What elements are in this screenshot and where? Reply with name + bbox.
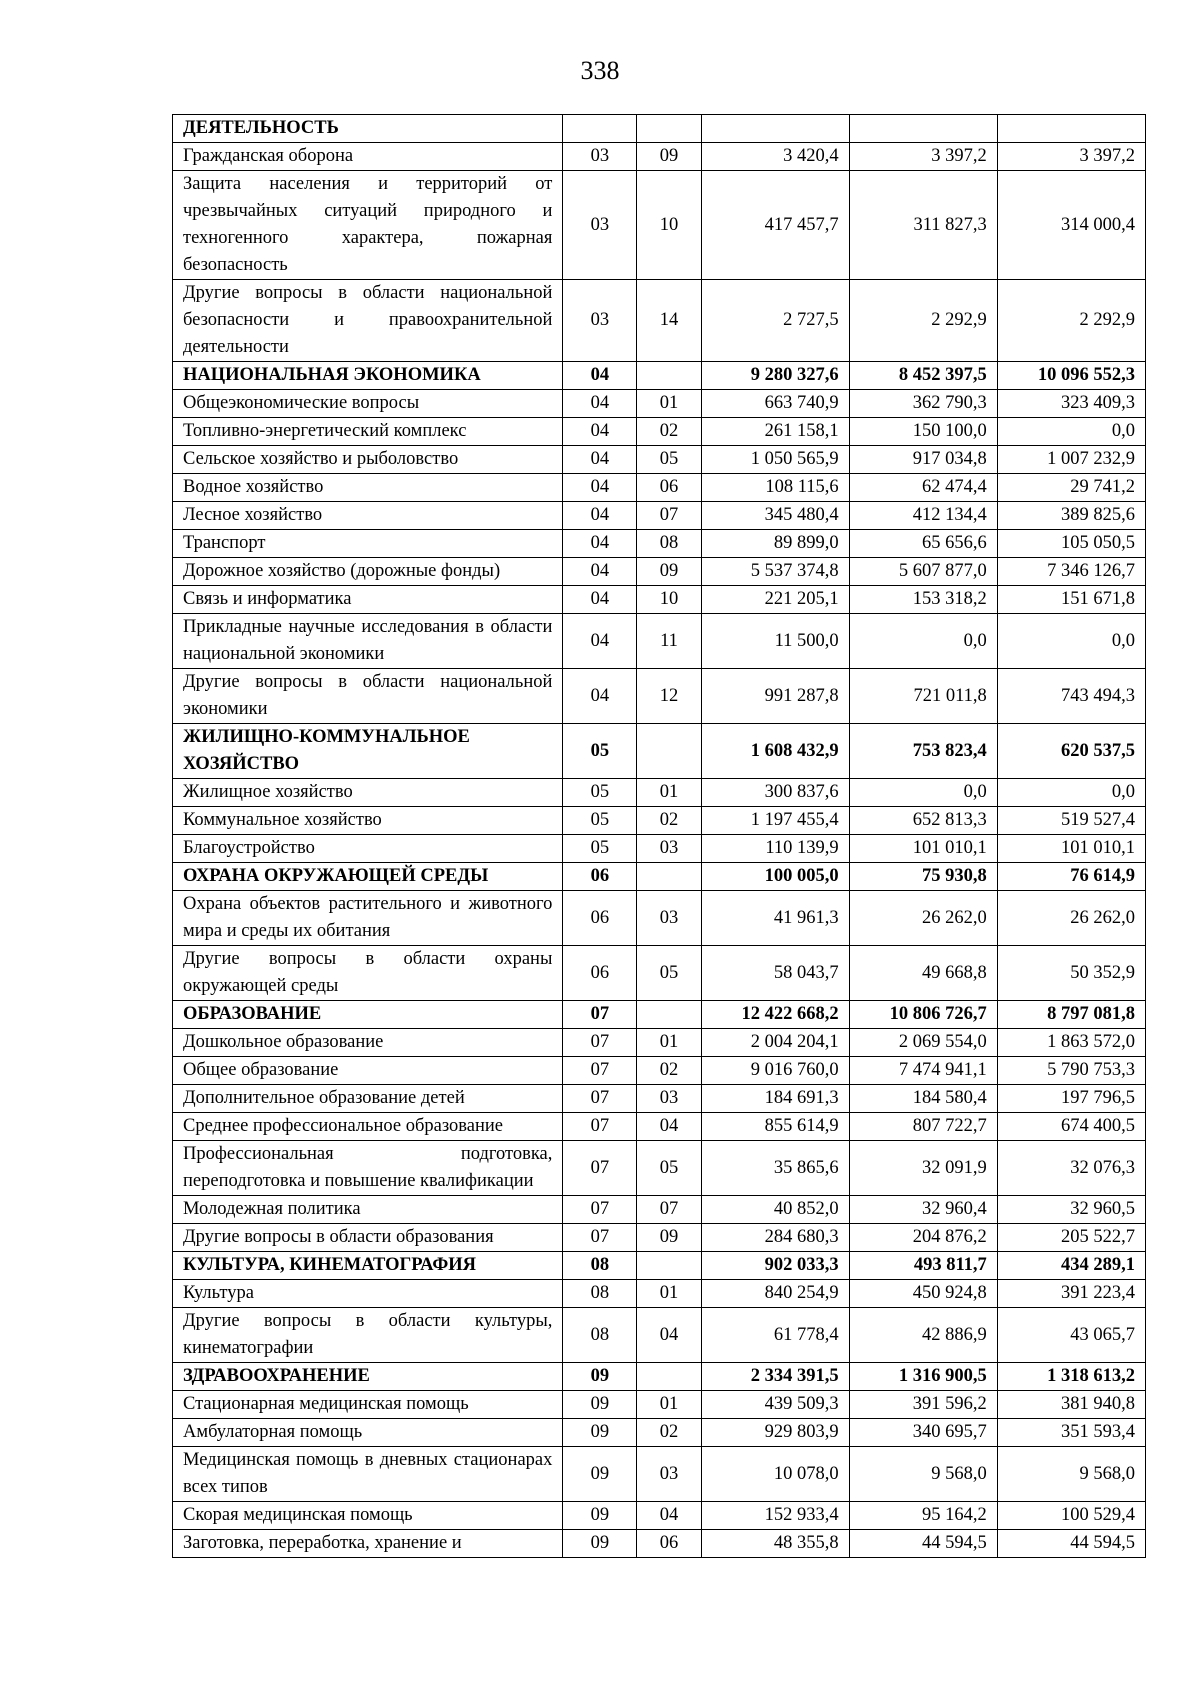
section-code: 08: [563, 1280, 637, 1308]
section-code: 06: [563, 863, 637, 891]
amount-year-3: 9 568,0: [997, 1447, 1145, 1502]
section-code: 06: [563, 891, 637, 946]
section-code: 04: [563, 558, 637, 586]
row-name: Водное хозяйство: [173, 474, 563, 502]
section-code: 07: [563, 1001, 637, 1029]
subsection-code: 12: [637, 669, 701, 724]
amount-year-2: 807 722,7: [849, 1113, 997, 1141]
section-code: 07: [563, 1057, 637, 1085]
amount-year-1: [701, 115, 849, 143]
amount-year-1: 108 115,6: [701, 474, 849, 502]
amount-year-3: 434 289,1: [997, 1252, 1145, 1280]
amount-year-1: 929 803,9: [701, 1419, 849, 1447]
row-name: Заготовка, переработка, хранение и: [173, 1530, 563, 1558]
subsection-code: 03: [637, 891, 701, 946]
section-code: 06: [563, 946, 637, 1001]
section-code: 05: [563, 724, 637, 779]
row-name: Дорожное хозяйство (дорожные фонды): [173, 558, 563, 586]
table-section-row: [173, 362, 1146, 390]
section-code: 04: [563, 446, 637, 474]
amount-year-2: 65 656,6: [849, 530, 997, 558]
section-code: 05: [563, 835, 637, 863]
amount-year-2: 3 397,2: [849, 143, 997, 171]
amount-year-1: 35 865,6: [701, 1141, 849, 1196]
amount-year-1: 3 420,4: [701, 143, 849, 171]
table-row: [173, 502, 1146, 530]
amount-year-3: 29 741,2: [997, 474, 1145, 502]
subsection-code: 10: [637, 171, 701, 280]
subsection-code: 04: [637, 1113, 701, 1141]
row-name: Скорая медицинская помощь: [173, 1502, 563, 1530]
row-name: Благоустройство: [173, 835, 563, 863]
amount-year-1: 840 254,9: [701, 1280, 849, 1308]
amount-year-1: 663 740,9: [701, 390, 849, 418]
amount-year-2: 32 091,9: [849, 1141, 997, 1196]
subsection-code: 02: [637, 1419, 701, 1447]
amount-year-1: 1 197 455,4: [701, 807, 849, 835]
amount-year-3: 0,0: [997, 614, 1145, 669]
amount-year-1: 184 691,3: [701, 1085, 849, 1113]
amount-year-2: 652 813,3: [849, 807, 997, 835]
table-row: [173, 891, 1146, 946]
amount-year-2: 42 886,9: [849, 1308, 997, 1363]
amount-year-3: 620 537,5: [997, 724, 1145, 779]
table-row: [173, 946, 1146, 1001]
table-row: [173, 835, 1146, 863]
table-row: [173, 614, 1146, 669]
subsection-code: [637, 863, 701, 891]
section-code: 07: [563, 1224, 637, 1252]
subsection-code: 03: [637, 1447, 701, 1502]
table-row: [173, 390, 1146, 418]
section-code: 09: [563, 1502, 637, 1530]
subsection-code: 01: [637, 390, 701, 418]
subsection-code: [637, 115, 701, 143]
amount-year-1: 41 961,3: [701, 891, 849, 946]
amount-year-1: 2 727,5: [701, 280, 849, 362]
section-code: [563, 115, 637, 143]
amount-year-1: 991 287,8: [701, 669, 849, 724]
amount-year-3: 7 346 126,7: [997, 558, 1145, 586]
amount-year-3: 3 397,2: [997, 143, 1145, 171]
row-name: Амбулаторная помощь: [173, 1419, 563, 1447]
subsection-code: 01: [637, 1029, 701, 1057]
amount-year-1: 345 480,4: [701, 502, 849, 530]
subsection-code: 11: [637, 614, 701, 669]
row-name: Охрана объектов растительного и животного мира и среды их обитания: [173, 891, 563, 946]
amount-year-3: 391 223,4: [997, 1280, 1145, 1308]
row-name: Дошкольное образование: [173, 1029, 563, 1057]
amount-year-2: 75 930,8: [849, 863, 997, 891]
amount-year-2: [849, 115, 997, 143]
amount-year-3: 1 863 572,0: [997, 1029, 1145, 1057]
amount-year-3: [997, 115, 1145, 143]
subsection-code: [637, 724, 701, 779]
amount-year-3: 197 796,5: [997, 1085, 1145, 1113]
amount-year-1: 439 509,3: [701, 1391, 849, 1419]
budget-table: [172, 114, 1146, 1558]
table-row: [173, 418, 1146, 446]
amount-year-3: 76 614,9: [997, 863, 1145, 891]
subsection-code: 05: [637, 446, 701, 474]
amount-year-3: 2 292,9: [997, 280, 1145, 362]
table-row: [173, 1447, 1146, 1502]
amount-year-1: 152 933,4: [701, 1502, 849, 1530]
table-row: [173, 807, 1146, 835]
amount-year-3: 205 522,7: [997, 1224, 1145, 1252]
table-section-row: [173, 115, 1146, 143]
section-code: 08: [563, 1252, 637, 1280]
subsection-code: 01: [637, 779, 701, 807]
subsection-code: 02: [637, 1057, 701, 1085]
subsection-code: 06: [637, 1530, 701, 1558]
subsection-code: 10: [637, 586, 701, 614]
row-name: ЗДРАВООХРАНЕНИЕ: [173, 1363, 563, 1391]
table-section-row: [173, 863, 1146, 891]
row-name: Стационарная медицинская помощь: [173, 1391, 563, 1419]
subsection-code: [637, 1363, 701, 1391]
table-row: [173, 1196, 1146, 1224]
row-name: ОБРАЗОВАНИЕ: [173, 1001, 563, 1029]
amount-year-3: 389 825,6: [997, 502, 1145, 530]
table-row: [173, 669, 1146, 724]
section-code: 07: [563, 1113, 637, 1141]
subsection-code: 02: [637, 418, 701, 446]
amount-year-3: 44 594,5: [997, 1530, 1145, 1558]
subsection-code: 04: [637, 1308, 701, 1363]
subsection-code: 09: [637, 1224, 701, 1252]
section-code: 04: [563, 502, 637, 530]
amount-year-2: 101 010,1: [849, 835, 997, 863]
amount-year-3: 351 593,4: [997, 1419, 1145, 1447]
amount-year-3: 674 400,5: [997, 1113, 1145, 1141]
amount-year-3: 32 960,5: [997, 1196, 1145, 1224]
table-row: [173, 280, 1146, 362]
amount-year-1: 261 158,1: [701, 418, 849, 446]
subsection-code: 07: [637, 1196, 701, 1224]
section-code: 04: [563, 669, 637, 724]
table-row: [173, 446, 1146, 474]
amount-year-1: 100 005,0: [701, 863, 849, 891]
amount-year-2: 150 100,0: [849, 418, 997, 446]
section-code: 09: [563, 1447, 637, 1502]
amount-year-2: 2 292,9: [849, 280, 997, 362]
subsection-code: 06: [637, 474, 701, 502]
subsection-code: [637, 362, 701, 390]
amount-year-2: 26 262,0: [849, 891, 997, 946]
table-row: [173, 1141, 1146, 1196]
amount-year-2: 753 823,4: [849, 724, 997, 779]
section-code: 03: [563, 280, 637, 362]
amount-year-3: 314 000,4: [997, 171, 1145, 280]
row-name: Культура: [173, 1280, 563, 1308]
row-name: Лесное хозяйство: [173, 502, 563, 530]
amount-year-1: 2 334 391,5: [701, 1363, 849, 1391]
row-name: Другие вопросы в области образования: [173, 1224, 563, 1252]
amount-year-3: 323 409,3: [997, 390, 1145, 418]
amount-year-1: 1 050 565,9: [701, 446, 849, 474]
subsection-code: 08: [637, 530, 701, 558]
row-name: Общее образование: [173, 1057, 563, 1085]
amount-year-3: 50 352,9: [997, 946, 1145, 1001]
amount-year-3: 100 529,4: [997, 1502, 1145, 1530]
amount-year-2: 7 474 941,1: [849, 1057, 997, 1085]
amount-year-1: 61 778,4: [701, 1308, 849, 1363]
amount-year-2: 412 134,4: [849, 502, 997, 530]
amount-year-3: 0,0: [997, 418, 1145, 446]
subsection-code: [637, 1252, 701, 1280]
table-row: [173, 1530, 1146, 1558]
section-code: 03: [563, 143, 637, 171]
subsection-code: 04: [637, 1502, 701, 1530]
amount-year-2: 10 806 726,7: [849, 1001, 997, 1029]
section-code: 04: [563, 474, 637, 502]
section-code: 04: [563, 586, 637, 614]
row-name: ЖИЛИЩНО-КОММУНАЛЬНОЕ ХОЗЯЙСТВО: [173, 724, 563, 779]
row-name: Другие вопросы в области культуры, кинематографии: [173, 1308, 563, 1363]
section-code: 05: [563, 779, 637, 807]
row-name: Медицинская помощь в дневных стационарах всех типов: [173, 1447, 563, 1502]
page-number: 338: [580, 56, 620, 85]
amount-year-3: 1 007 232,9: [997, 446, 1145, 474]
section-code: 09: [563, 1363, 637, 1391]
subsection-code: 05: [637, 1141, 701, 1196]
amount-year-1: 902 033,3: [701, 1252, 849, 1280]
row-name: НАЦИОНАЛЬНАЯ ЭКОНОМИКА: [173, 362, 563, 390]
amount-year-1: 9 280 327,6: [701, 362, 849, 390]
amount-year-1: 855 614,9: [701, 1113, 849, 1141]
section-code: 03: [563, 171, 637, 280]
amount-year-2: 8 452 397,5: [849, 362, 997, 390]
section-code: 04: [563, 390, 637, 418]
row-name: Профессиональная подготовка, переподготовка и повышение квалификации: [173, 1141, 563, 1196]
amount-year-3: 8 797 081,8: [997, 1001, 1145, 1029]
subsection-code: 05: [637, 946, 701, 1001]
amount-year-3: 0,0: [997, 779, 1145, 807]
table-section-row: [173, 1252, 1146, 1280]
amount-year-3: 105 050,5: [997, 530, 1145, 558]
amount-year-2: 184 580,4: [849, 1085, 997, 1113]
section-code: 07: [563, 1029, 637, 1057]
section-code: 07: [563, 1085, 637, 1113]
amount-year-2: 62 474,4: [849, 474, 997, 502]
amount-year-2: 95 164,2: [849, 1502, 997, 1530]
row-name: Другие вопросы в области национальной безопасности и правоохранительной деятельности: [173, 280, 563, 362]
section-code: 04: [563, 362, 637, 390]
amount-year-2: 340 695,7: [849, 1419, 997, 1447]
amount-year-1: 89 899,0: [701, 530, 849, 558]
amount-year-3: 743 494,3: [997, 669, 1145, 724]
section-code: 07: [563, 1141, 637, 1196]
amount-year-2: 153 318,2: [849, 586, 997, 614]
section-code: 08: [563, 1308, 637, 1363]
row-name: Транспорт: [173, 530, 563, 558]
table-section-row: [173, 1001, 1146, 1029]
table-row: [173, 558, 1146, 586]
table-row: [173, 1502, 1146, 1530]
amount-year-2: 391 596,2: [849, 1391, 997, 1419]
row-name: ОХРАНА ОКРУЖАЮЩЕЙ СРЕДЫ: [173, 863, 563, 891]
table-row: [173, 143, 1146, 171]
amount-year-2: 0,0: [849, 614, 997, 669]
section-code: 09: [563, 1391, 637, 1419]
row-name: Топливно-энергетический комплекс: [173, 418, 563, 446]
row-name: Общеэкономические вопросы: [173, 390, 563, 418]
subsection-code: 03: [637, 835, 701, 863]
amount-year-3: 26 262,0: [997, 891, 1145, 946]
amount-year-3: 10 096 552,3: [997, 362, 1145, 390]
row-name: Связь и информатика: [173, 586, 563, 614]
section-code: 04: [563, 418, 637, 446]
row-name: Молодежная политика: [173, 1196, 563, 1224]
amount-year-3: 1 318 613,2: [997, 1363, 1145, 1391]
subsection-code: 09: [637, 143, 701, 171]
amount-year-2: 493 811,7: [849, 1252, 997, 1280]
table-row: [173, 1224, 1146, 1252]
amount-year-1: 5 537 374,8: [701, 558, 849, 586]
amount-year-2: 9 568,0: [849, 1447, 997, 1502]
amount-year-2: 721 011,8: [849, 669, 997, 724]
amount-year-1: 110 139,9: [701, 835, 849, 863]
amount-year-3: 43 065,7: [997, 1308, 1145, 1363]
amount-year-2: 204 876,2: [849, 1224, 997, 1252]
row-name: Гражданская оборона: [173, 143, 563, 171]
amount-year-2: 362 790,3: [849, 390, 997, 418]
amount-year-2: 5 607 877,0: [849, 558, 997, 586]
row-name: Коммунальное хозяйство: [173, 807, 563, 835]
amount-year-3: 381 940,8: [997, 1391, 1145, 1419]
amount-year-1: 11 500,0: [701, 614, 849, 669]
table-row: [173, 1280, 1146, 1308]
table-row: [173, 1085, 1146, 1113]
amount-year-2: 450 924,8: [849, 1280, 997, 1308]
section-code: 07: [563, 1196, 637, 1224]
amount-year-1: 58 043,7: [701, 946, 849, 1001]
table-row: [173, 1308, 1146, 1363]
table-row: [173, 530, 1146, 558]
table-section-row: [173, 1363, 1146, 1391]
subsection-code: 01: [637, 1391, 701, 1419]
table-section-row: [173, 724, 1146, 779]
amount-year-3: 151 671,8: [997, 586, 1145, 614]
row-name: Среднее профессиональное образование: [173, 1113, 563, 1141]
row-name: Прикладные научные исследования в области национальной экономики: [173, 614, 563, 669]
row-name: Другие вопросы в области национальной экономики: [173, 669, 563, 724]
amount-year-3: 101 010,1: [997, 835, 1145, 863]
row-name: Другие вопросы в области охраны окружающей среды: [173, 946, 563, 1001]
row-name: Защита населения и территорий от чрезвычайных ситуаций природного и техногенного характера, пожарная безопасность: [173, 171, 563, 280]
amount-year-2: 44 594,5: [849, 1530, 997, 1558]
subsection-code: 14: [637, 280, 701, 362]
table-row: [173, 1391, 1146, 1419]
amount-year-1: 2 004 204,1: [701, 1029, 849, 1057]
section-code: 04: [563, 530, 637, 558]
table-row: [173, 171, 1146, 280]
amount-year-1: 12 422 668,2: [701, 1001, 849, 1029]
section-code: 04: [563, 614, 637, 669]
row-name: Сельское хозяйство и рыболовство: [173, 446, 563, 474]
amount-year-2: 49 668,8: [849, 946, 997, 1001]
row-name: КУЛЬТУРА, КИНЕМАТОГРАФИЯ: [173, 1252, 563, 1280]
row-name: Жилищное хозяйство: [173, 779, 563, 807]
table-row: [173, 1029, 1146, 1057]
amount-year-2: 917 034,8: [849, 446, 997, 474]
amount-year-3: 5 790 753,3: [997, 1057, 1145, 1085]
table-row: [173, 1419, 1146, 1447]
amount-year-2: 311 827,3: [849, 171, 997, 280]
table-row: [173, 1113, 1146, 1141]
subsection-code: [637, 1001, 701, 1029]
section-code: 05: [563, 807, 637, 835]
subsection-code: 07: [637, 502, 701, 530]
amount-year-3: 32 076,3: [997, 1141, 1145, 1196]
budget-table-body: [173, 115, 1146, 1558]
section-code: 09: [563, 1530, 637, 1558]
table-row: [173, 474, 1146, 502]
amount-year-1: 284 680,3: [701, 1224, 849, 1252]
amount-year-2: 2 069 554,0: [849, 1029, 997, 1057]
subsection-code: 01: [637, 1280, 701, 1308]
amount-year-1: 300 837,6: [701, 779, 849, 807]
table-row: [173, 586, 1146, 614]
amount-year-2: 0,0: [849, 779, 997, 807]
amount-year-2: 32 960,4: [849, 1196, 997, 1224]
subsection-code: 02: [637, 807, 701, 835]
row-name: ДЕЯТЕЛЬНОСТЬ: [173, 115, 563, 143]
table-row: [173, 779, 1146, 807]
table-row: [173, 1057, 1146, 1085]
amount-year-1: 221 205,1: [701, 586, 849, 614]
row-name: Дополнительное образование детей: [173, 1085, 563, 1113]
subsection-code: 09: [637, 558, 701, 586]
amount-year-1: 417 457,7: [701, 171, 849, 280]
amount-year-2: 1 316 900,5: [849, 1363, 997, 1391]
subsection-code: 03: [637, 1085, 701, 1113]
amount-year-1: 1 608 432,9: [701, 724, 849, 779]
amount-year-1: 40 852,0: [701, 1196, 849, 1224]
amount-year-1: 48 355,8: [701, 1530, 849, 1558]
amount-year-1: 9 016 760,0: [701, 1057, 849, 1085]
amount-year-3: 519 527,4: [997, 807, 1145, 835]
section-code: 09: [563, 1419, 637, 1447]
amount-year-1: 10 078,0: [701, 1447, 849, 1502]
